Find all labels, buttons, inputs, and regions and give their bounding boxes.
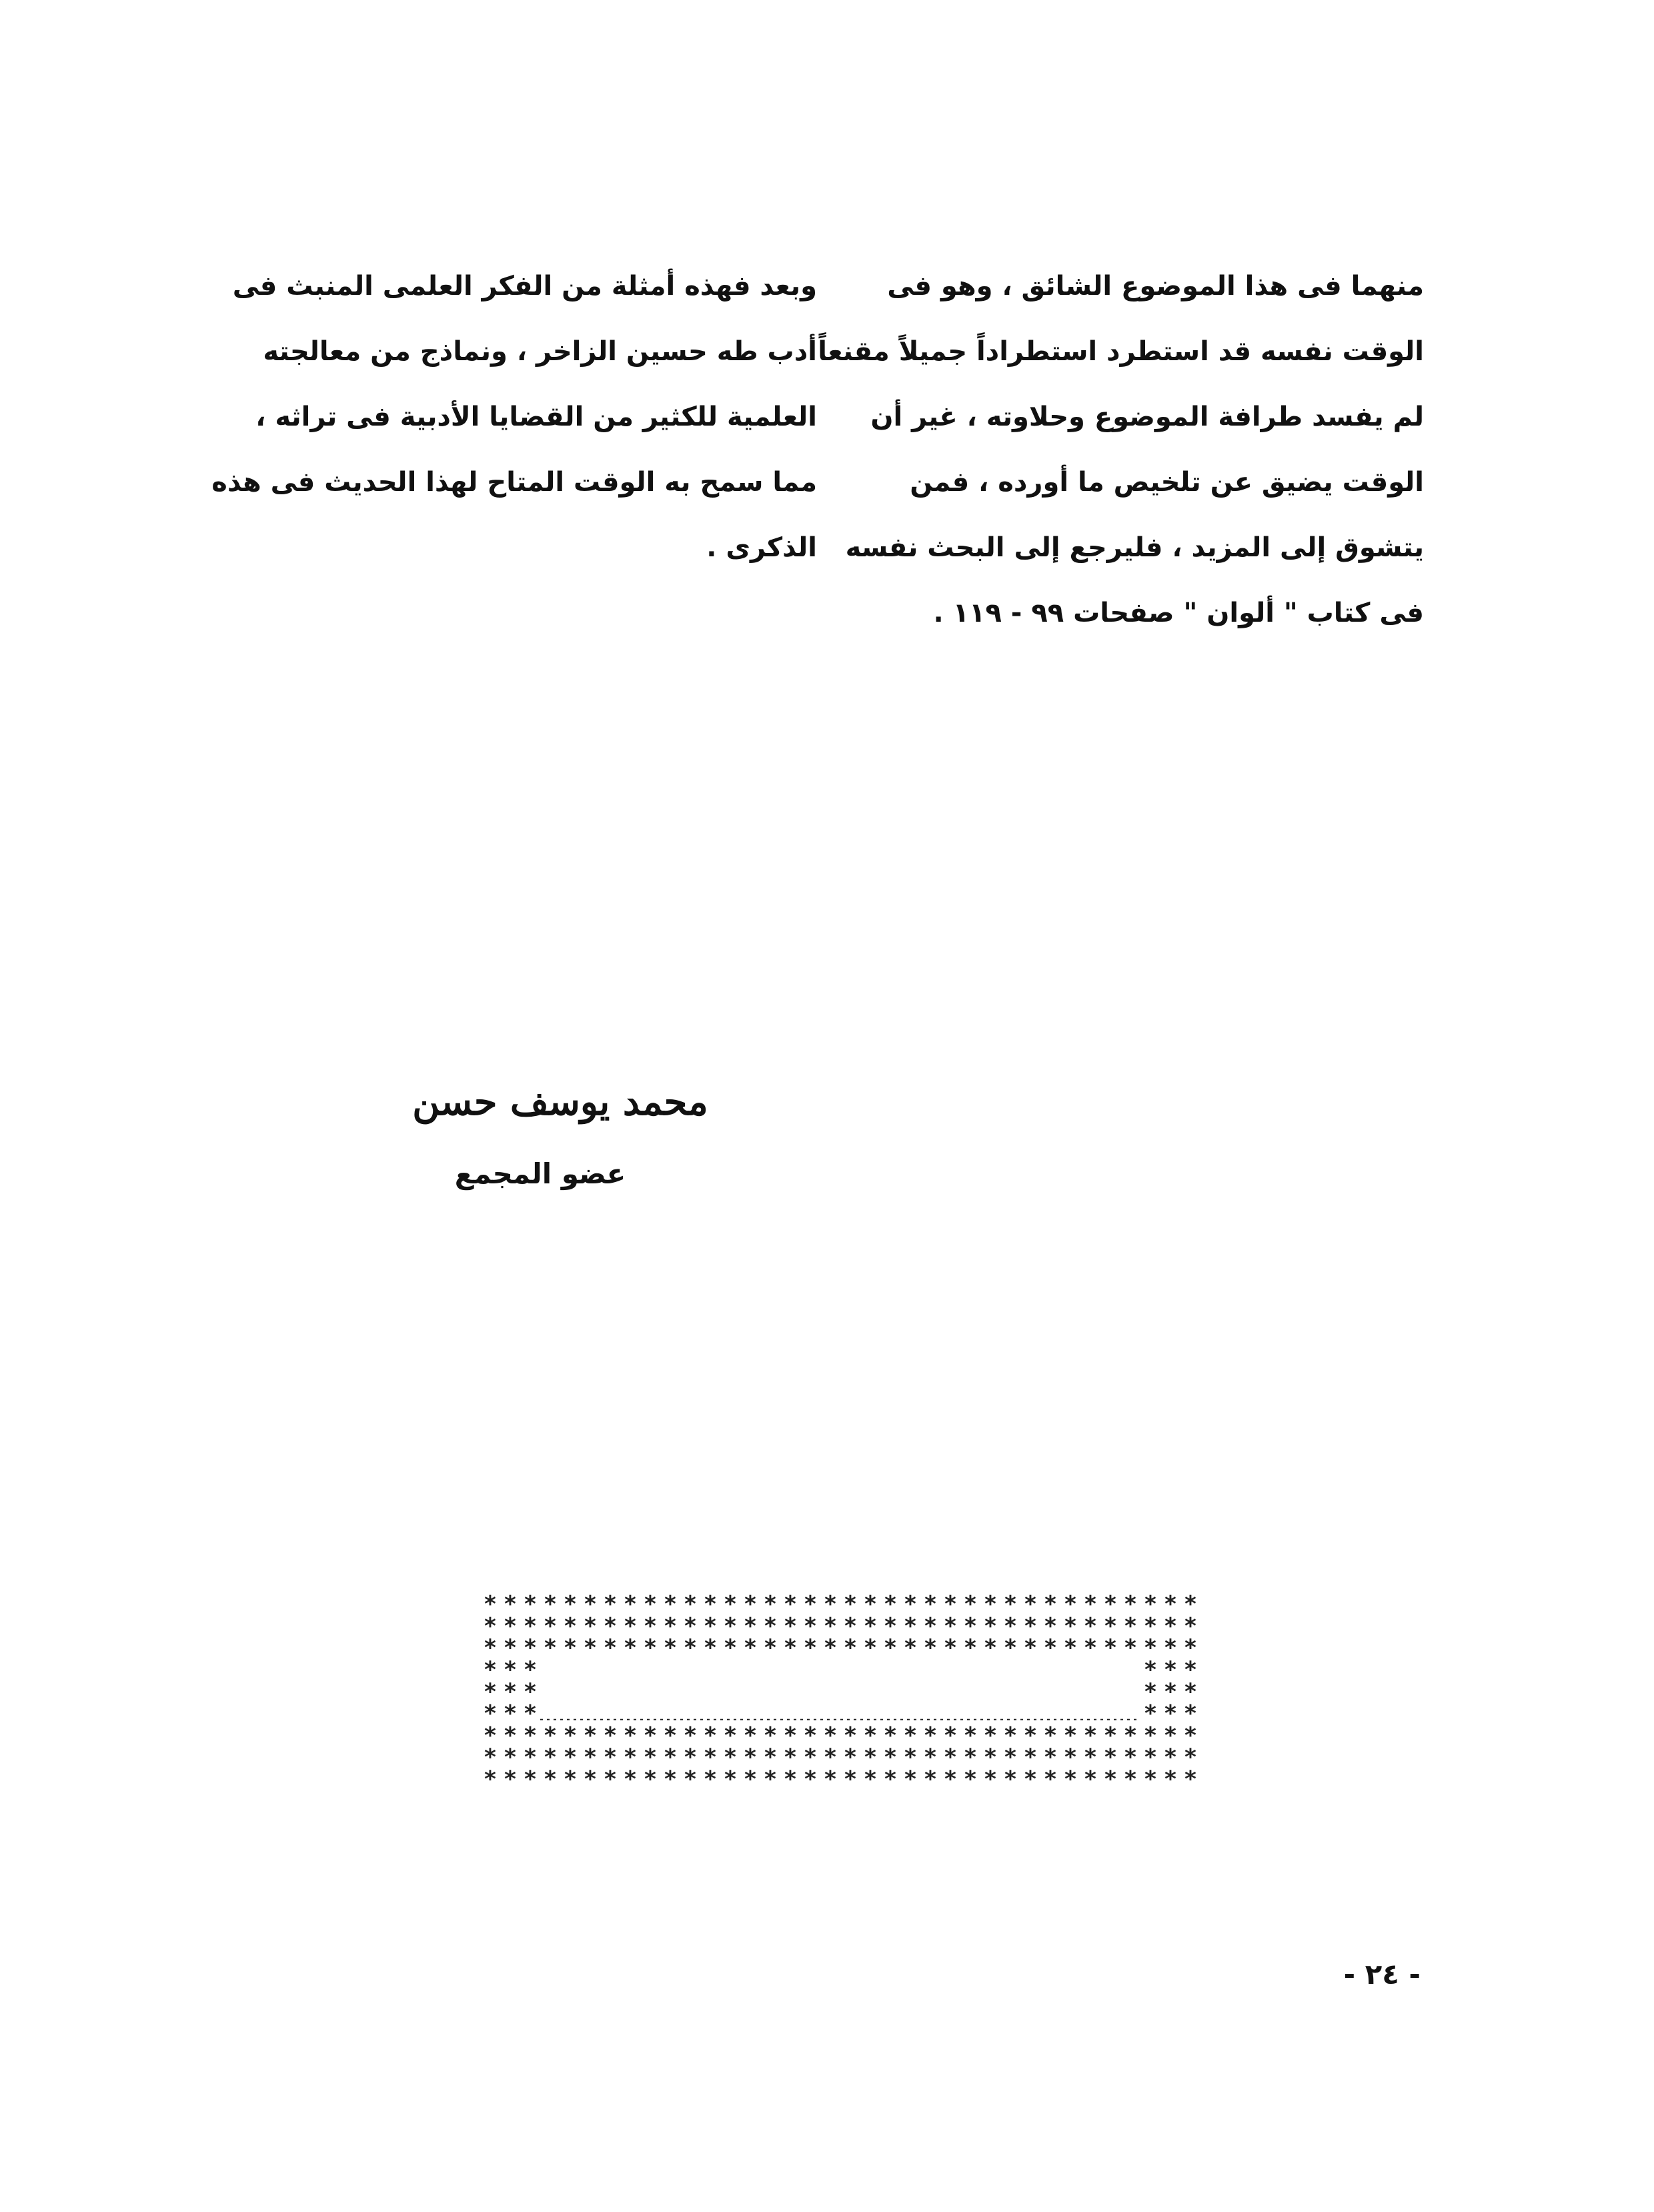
asterisk-glyph: * (743, 1722, 758, 1749)
asterisk-glyph: * (663, 1634, 678, 1662)
asterisk-glyph: * (923, 1744, 938, 1771)
asterisk-glyph: * (1103, 1722, 1118, 1749)
asterisk-glyph: * (503, 1722, 518, 1749)
asterisk-glyph: * (803, 1766, 818, 1788)
asterisk-glyph: * (763, 1766, 778, 1788)
asterisk-glyph: * (523, 1744, 538, 1771)
asterisk-glyph: * (1163, 1634, 1178, 1662)
asterisk-glyph: * (843, 1722, 858, 1749)
asterisk-glyph: * (503, 1766, 518, 1788)
asterisk-glyph: * (783, 1591, 798, 1618)
paragraph-line: مما سمح به الوقت المتاح لهذا الحديث فى هذه (211, 467, 817, 498)
text-column-right (818, 253, 1424, 646)
asterisk-glyph: * (1163, 1766, 1178, 1788)
asterisk-glyph: * (1043, 1766, 1058, 1788)
asterisk-glyph: * (923, 1612, 938, 1640)
asterisk-glyph: * (1083, 1612, 1098, 1640)
asterisk-glyph: * (1143, 1700, 1158, 1727)
asterisk-glyph: * (643, 1744, 658, 1771)
asterisk-glyph: * (943, 1744, 958, 1771)
asterisk-glyph: * (603, 1612, 618, 1640)
asterisk-glyph: * (703, 1591, 718, 1618)
asterisk-glyph: * (483, 1700, 498, 1727)
asterisk-glyph: * (863, 1766, 878, 1788)
asterisk-glyph: * (623, 1591, 638, 1618)
asterisk-glyph: * (1023, 1744, 1038, 1771)
asterisk-glyph: * (843, 1612, 858, 1640)
asterisk-glyph: * (823, 1722, 838, 1749)
asterisk-glyph: * (863, 1591, 878, 1618)
asterisk-glyph: * (1063, 1722, 1078, 1749)
asterisk-glyph: * (1003, 1766, 1018, 1788)
asterisk-glyph: * (1183, 1678, 1198, 1706)
asterisk-glyph: * (1143, 1656, 1158, 1684)
asterisk-glyph: * (803, 1634, 818, 1662)
asterisk-glyph: * (1143, 1766, 1158, 1788)
asterisk-glyph: * (483, 1656, 498, 1684)
asterisk-glyph: * (623, 1612, 638, 1640)
paragraph-line: لم يفسد طرافة الموضوع وحلاوته ، غير أن (870, 402, 1424, 432)
asterisk-glyph: * (1143, 1612, 1158, 1640)
asterisk-glyph: * (523, 1766, 538, 1788)
asterisk-glyph: * (843, 1744, 858, 1771)
asterisk-glyph: * (1063, 1744, 1078, 1771)
asterisk-glyph: * (1123, 1722, 1138, 1749)
asterisk-glyph: * (943, 1722, 958, 1749)
asterisk-glyph: * (823, 1744, 838, 1771)
asterisk-glyph: * (683, 1634, 698, 1662)
paragraph-line: الذكرى . (706, 532, 817, 563)
asterisk-glyph: * (523, 1722, 538, 1749)
asterisk-glyph: * (1103, 1591, 1118, 1618)
asterisk-border-frame-icon (480, 1591, 1200, 1788)
asterisk-glyph: * (503, 1634, 518, 1662)
asterisk-glyph: * (1183, 1656, 1198, 1684)
asterisk-glyph: * (703, 1722, 718, 1749)
asterisk-glyph: * (1063, 1612, 1078, 1640)
asterisk-glyph: * (1103, 1612, 1118, 1640)
asterisk-glyph: * (823, 1612, 838, 1640)
asterisk-glyph: * (703, 1612, 718, 1640)
asterisk-glyph: * (603, 1744, 618, 1771)
asterisk-glyph: * (543, 1766, 558, 1788)
asterisk-glyph: * (903, 1744, 918, 1771)
asterisk-glyph: * (783, 1744, 798, 1771)
asterisk-glyph: * (583, 1722, 598, 1749)
asterisk-glyph: * (743, 1634, 758, 1662)
asterisk-glyph: * (1163, 1722, 1178, 1749)
asterisk-glyph: * (583, 1766, 598, 1788)
asterisk-glyph: * (583, 1591, 598, 1618)
asterisk-glyph: * (1083, 1634, 1098, 1662)
paragraph-line: منهما فى هذا الموضوع الشائق ، وهو فى (887, 271, 1424, 302)
asterisk-glyph: * (743, 1612, 758, 1640)
asterisk-glyph: * (683, 1591, 698, 1618)
asterisk-glyph: * (743, 1744, 758, 1771)
asterisk-glyph: * (1143, 1744, 1158, 1771)
asterisk-glyph: * (1023, 1766, 1038, 1788)
asterisk-glyph: * (503, 1656, 518, 1684)
asterisk-glyph: * (1023, 1634, 1038, 1662)
asterisk-glyph: * (543, 1744, 558, 1771)
asterisk-glyph: * (783, 1634, 798, 1662)
asterisk-glyph: * (963, 1766, 978, 1788)
asterisk-glyph: * (483, 1722, 498, 1749)
asterisk-glyph: * (583, 1744, 598, 1771)
asterisk-glyph: * (963, 1634, 978, 1662)
asterisk-glyph: * (563, 1634, 578, 1662)
asterisk-glyph: * (583, 1634, 598, 1662)
asterisk-glyph: * (683, 1612, 698, 1640)
asterisk-glyph: * (763, 1591, 778, 1618)
asterisk-glyph: * (1163, 1612, 1178, 1640)
asterisk-glyph: * (903, 1766, 918, 1788)
asterisk-glyph: * (1163, 1678, 1178, 1706)
asterisk-glyph: * (663, 1744, 678, 1771)
asterisk-glyph: * (1143, 1634, 1158, 1662)
paragraph-line: فى كتاب " ألوان " صفحات ٩٩ - ١١٩ . (933, 598, 1424, 628)
author-signature: محمد يوسف حسن (412, 1080, 708, 1124)
asterisk-glyph: * (963, 1591, 978, 1618)
asterisk-glyph: * (523, 1678, 538, 1706)
asterisk-glyph: * (1003, 1612, 1018, 1640)
asterisk-glyph: * (503, 1612, 518, 1640)
asterisk-glyph: * (663, 1766, 678, 1788)
asterisk-glyph: * (1003, 1744, 1018, 1771)
paragraph-line: أدب طه حسين الزاخر ، ونماذج من معالجته (263, 336, 817, 367)
asterisk-glyph: * (683, 1744, 698, 1771)
asterisk-glyph: * (563, 1591, 578, 1618)
asterisk-glyph: * (823, 1634, 838, 1662)
asterisk-glyph: * (943, 1634, 958, 1662)
asterisk-glyph: * (643, 1591, 658, 1618)
asterisk-glyph: * (763, 1634, 778, 1662)
asterisk-glyph: * (623, 1722, 638, 1749)
asterisk-glyph: * (1163, 1591, 1178, 1618)
asterisk-glyph: * (483, 1744, 498, 1771)
asterisk-glyph: * (1103, 1744, 1118, 1771)
asterisk-glyph: * (523, 1700, 538, 1727)
asterisk-glyph: * (683, 1722, 698, 1749)
asterisk-glyph: * (803, 1722, 818, 1749)
asterisk-glyph: * (663, 1722, 678, 1749)
asterisk-glyph: * (983, 1744, 998, 1771)
asterisk-glyph: * (483, 1766, 498, 1788)
asterisk-glyph: * (583, 1612, 598, 1640)
asterisk-glyph: * (943, 1612, 958, 1640)
asterisk-glyph: * (523, 1612, 538, 1640)
asterisk-glyph: * (963, 1744, 978, 1771)
asterisk-glyph: * (983, 1612, 998, 1640)
author-title: عضو المجمع (454, 1157, 626, 1190)
asterisk-glyph: * (723, 1766, 738, 1788)
asterisk-glyph: * (1183, 1612, 1198, 1640)
paragraph-line: وبعد فهذه أمثلة من الفكر العلمى المنبث فى (232, 271, 817, 302)
asterisk-glyph: * (643, 1722, 658, 1749)
asterisk-glyph: * (703, 1744, 718, 1771)
asterisk-glyph: * (1063, 1634, 1078, 1662)
asterisk-glyph: * (783, 1766, 798, 1788)
asterisk-glyph: * (543, 1722, 558, 1749)
asterisk-glyph: * (863, 1612, 878, 1640)
asterisk-glyph: * (1143, 1722, 1158, 1749)
asterisk-glyph: * (803, 1591, 818, 1618)
asterisk-glyph: * (1083, 1591, 1098, 1618)
asterisk-glyph: * (843, 1766, 858, 1788)
asterisk-glyph: * (863, 1634, 878, 1662)
asterisk-glyph: * (1163, 1656, 1178, 1684)
asterisk-glyph: * (963, 1722, 978, 1749)
asterisk-glyph: * (523, 1656, 538, 1684)
paragraph-line: الوقت نفسه قد استطرد استطراداً جميلاً مقنعاً (818, 336, 1424, 367)
asterisk-glyph: * (1103, 1766, 1118, 1788)
asterisk-glyph: * (683, 1766, 698, 1788)
asterisk-glyph: * (1063, 1766, 1078, 1788)
asterisk-glyph: * (1063, 1591, 1078, 1618)
asterisk-glyph: * (823, 1766, 838, 1788)
asterisk-glyph: * (763, 1722, 778, 1749)
asterisk-glyph: * (543, 1591, 558, 1618)
asterisk-glyph: * (883, 1634, 898, 1662)
asterisk-glyph: * (663, 1612, 678, 1640)
asterisk-glyph: * (563, 1744, 578, 1771)
asterisk-glyph: * (843, 1591, 858, 1618)
asterisk-glyph: * (1143, 1591, 1158, 1618)
asterisk-glyph: * (503, 1744, 518, 1771)
asterisk-glyph: * (1183, 1722, 1198, 1749)
asterisk-glyph: * (1183, 1766, 1198, 1788)
asterisk-glyph: * (543, 1612, 558, 1640)
asterisk-glyph: * (703, 1766, 718, 1788)
asterisk-glyph: * (1183, 1634, 1198, 1662)
paragraph-line: الوقت يضيق عن تلخيص ما أورده ، فمن (910, 467, 1424, 498)
asterisk-glyph: * (1123, 1591, 1138, 1618)
paragraph-line: العلمية للكثير من القضايا الأدبية فى تراثه ، (255, 402, 817, 432)
asterisk-glyph: * (1163, 1700, 1178, 1727)
asterisk-glyph: * (743, 1591, 758, 1618)
asterisk-glyph: * (863, 1744, 878, 1771)
asterisk-glyph: * (723, 1744, 738, 1771)
paragraph-line: يتشوق إلى المزيد ، فليرجع إلى البحث نفسه (845, 532, 1424, 563)
asterisk-glyph: * (1043, 1744, 1058, 1771)
asterisk-glyph: * (763, 1612, 778, 1640)
asterisk-glyph: * (643, 1612, 658, 1640)
asterisk-glyph: * (483, 1612, 498, 1640)
asterisk-glyph: * (503, 1591, 518, 1618)
asterisk-glyph: * (723, 1591, 738, 1618)
asterisk-glyph: * (1003, 1591, 1018, 1618)
asterisk-glyph: * (623, 1744, 638, 1771)
asterisk-glyph: * (703, 1634, 718, 1662)
asterisk-glyph: * (963, 1612, 978, 1640)
asterisk-glyph: * (563, 1766, 578, 1788)
asterisk-glyph: * (623, 1766, 638, 1788)
asterisk-glyph: * (483, 1678, 498, 1706)
asterisk-glyph: * (1023, 1612, 1038, 1640)
asterisk-glyph: * (663, 1591, 678, 1618)
asterisk-glyph: * (923, 1766, 938, 1788)
asterisk-glyph: * (1123, 1634, 1138, 1662)
asterisk-glyph: * (523, 1634, 538, 1662)
asterisk-glyph: * (1023, 1722, 1038, 1749)
asterisk-glyph: * (923, 1591, 938, 1618)
text-column-left (211, 253, 817, 580)
asterisk-glyph: * (903, 1591, 918, 1618)
asterisk-glyph: * (603, 1722, 618, 1749)
asterisk-glyph: * (723, 1634, 738, 1662)
asterisk-glyph: * (883, 1766, 898, 1788)
asterisk-glyph: * (643, 1766, 658, 1788)
asterisk-glyph: * (1163, 1744, 1178, 1771)
asterisk-glyph: * (1003, 1722, 1018, 1749)
asterisk-glyph: * (923, 1634, 938, 1662)
asterisk-glyph: * (1043, 1591, 1058, 1618)
asterisk-glyph: * (603, 1766, 618, 1788)
asterisk-glyph: * (863, 1722, 878, 1749)
asterisk-glyph: * (1043, 1722, 1058, 1749)
asterisk-glyph: * (843, 1634, 858, 1662)
asterisk-glyph: * (783, 1722, 798, 1749)
asterisk-glyph: * (1043, 1634, 1058, 1662)
asterisk-glyph: * (723, 1612, 738, 1640)
asterisk-glyph: * (743, 1766, 758, 1788)
asterisk-glyph: * (883, 1722, 898, 1749)
asterisk-glyph: * (1083, 1766, 1098, 1788)
asterisk-glyph: * (983, 1591, 998, 1618)
asterisk-glyph: * (803, 1612, 818, 1640)
asterisk-glyph: * (1043, 1612, 1058, 1640)
asterisk-glyph: * (1083, 1744, 1098, 1771)
asterisk-glyph: * (483, 1634, 498, 1662)
asterisk-glyph: * (1023, 1591, 1038, 1618)
asterisk-glyph: * (1123, 1612, 1138, 1640)
asterisk-glyph: * (1143, 1678, 1158, 1706)
asterisk-glyph: * (1183, 1700, 1198, 1727)
asterisk-glyph: * (943, 1591, 958, 1618)
asterisk-glyph: * (1103, 1634, 1118, 1662)
asterisk-glyph: * (1083, 1722, 1098, 1749)
asterisk-glyph: * (983, 1766, 998, 1788)
asterisk-glyph: * (563, 1722, 578, 1749)
asterisk-glyph: * (1183, 1591, 1198, 1618)
asterisk-glyph: * (763, 1744, 778, 1771)
asterisk-glyph: * (523, 1591, 538, 1618)
asterisk-glyph: * (563, 1612, 578, 1640)
asterisk-glyph: * (783, 1612, 798, 1640)
asterisk-glyph: * (603, 1591, 618, 1618)
asterisk-glyph: * (1003, 1634, 1018, 1662)
asterisk-glyph: * (823, 1591, 838, 1618)
asterisk-glyph: * (1183, 1744, 1198, 1771)
asterisk-glyph: * (1123, 1744, 1138, 1771)
asterisk-glyph: * (983, 1634, 998, 1662)
asterisk-glyph: * (503, 1700, 518, 1727)
asterisk-glyph: * (903, 1612, 918, 1640)
asterisk-glyph: * (643, 1634, 658, 1662)
asterisk-glyph: * (623, 1634, 638, 1662)
asterisk-glyph: * (723, 1722, 738, 1749)
asterisk-glyph: * (903, 1634, 918, 1662)
asterisk-glyph: * (803, 1744, 818, 1771)
asterisk-glyph: * (483, 1591, 498, 1618)
asterisk-glyph: * (503, 1678, 518, 1706)
asterisk-glyph: * (883, 1612, 898, 1640)
asterisk-glyph: * (543, 1634, 558, 1662)
asterisk-glyph: * (923, 1722, 938, 1749)
asterisk-glyph: * (903, 1722, 918, 1749)
asterisk-glyph: * (983, 1722, 998, 1749)
asterisk-glyph: * (883, 1591, 898, 1618)
page-number: - ٢٤ - (1343, 1958, 1421, 1991)
asterisk-glyph: * (603, 1634, 618, 1662)
asterisk-glyph: * (883, 1744, 898, 1771)
asterisk-glyph: * (943, 1766, 958, 1788)
asterisk-glyph: * (1123, 1766, 1138, 1788)
